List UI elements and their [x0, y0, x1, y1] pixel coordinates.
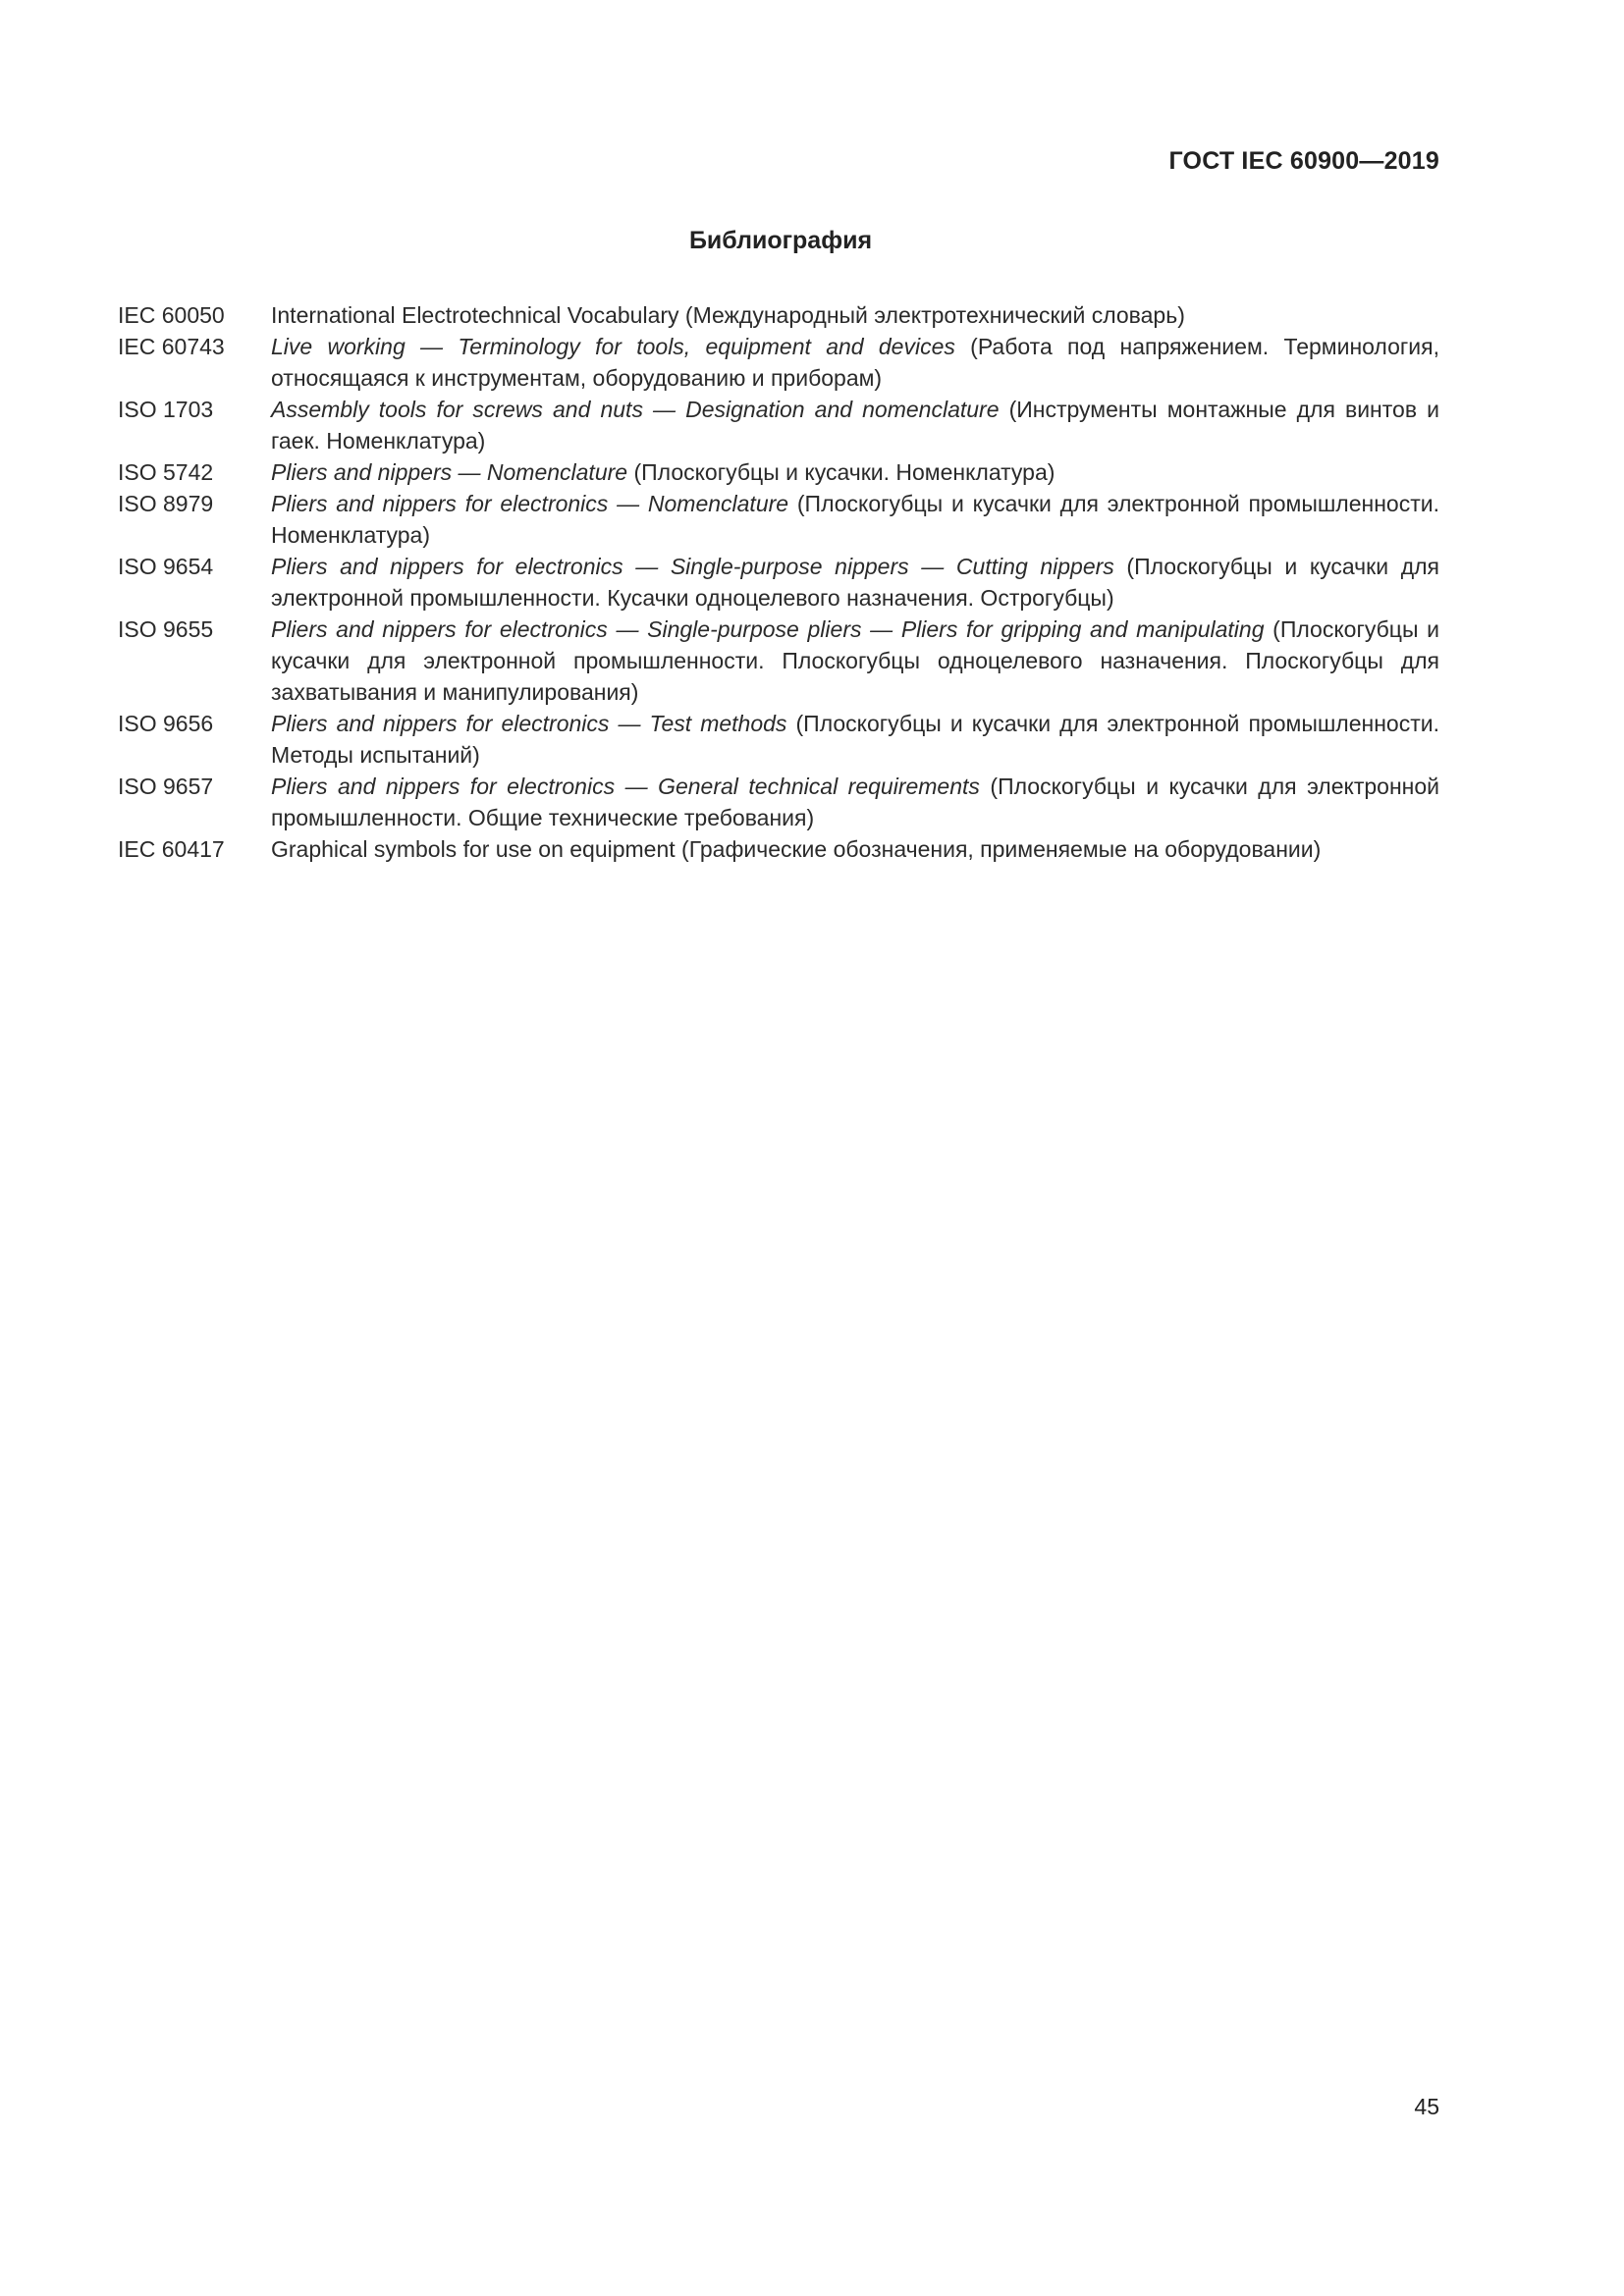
bibliography-entry: [118, 456, 1439, 488]
bibliography-entry: [118, 394, 1439, 456]
reference-text: [271, 488, 1439, 551]
reference-title-en: International Electrotechnical Vocabulary: [271, 302, 679, 328]
bibliography-entry: [118, 614, 1439, 708]
bibliography-entry: [118, 551, 1439, 614]
reference-title-en: Graphical symbols for use on equipment: [271, 836, 676, 862]
reference-code: ISO 9655: [118, 616, 214, 642]
reference-title-en: Pliers and nippers for electronics — Test methods: [271, 711, 787, 736]
reference-title-ru: (Плоскогубцы и кусачки для электронной промышленности. Методы испытаний): [271, 711, 1439, 768]
bibliography-entry: [118, 833, 1439, 865]
reference-text: [271, 614, 1439, 708]
reference-code: ISO 8979: [118, 491, 214, 516]
reference-text: [271, 708, 1439, 771]
reference-title-ru: (Работа под напряжением. Терминология, относящаяся к инструментам, оборудованию и приборам): [271, 334, 1439, 391]
reference-title-en: Pliers and nippers for electronics — General technical requirements: [271, 774, 980, 799]
page-number: 45: [1414, 2094, 1439, 2119]
bibliography-entry: [118, 299, 1439, 331]
reference-title-ru: (Плоскогубцы и кусачки для электронной промышленности. Общие технические требования): [271, 774, 1439, 830]
reference-text: [271, 456, 1439, 488]
bibliography-entry: [118, 488, 1439, 551]
reference-title-en: Pliers and nippers for electronics — Nomenclature: [271, 491, 789, 516]
reference-title-ru: (Плоскогубцы и кусачки для электронной промышленности. Номенклатура): [271, 491, 1439, 548]
reference-code: ISO 1703: [118, 397, 214, 422]
reference-title-en: Pliers and nippers — Nomenclature: [271, 459, 628, 485]
section-title: Библиография: [688, 227, 873, 254]
reference-text: [271, 551, 1439, 614]
bibliography-entry: [118, 708, 1439, 771]
reference-code: ISO 9656: [118, 711, 214, 736]
reference-title-en: Pliers and nippers for electronics — Single-purpose pliers — Pliers for gripping and manipulating: [271, 616, 1265, 642]
reference-title-ru: (Плоскогубцы и кусачки для электронной промышленности. Кусачки одноцелевого назначения. Острогубцы): [271, 554, 1439, 611]
bibliography-entry: [118, 331, 1439, 394]
reference-title-ru: (Инструменты монтажные для винтов и гаек. Номенклатура): [271, 397, 1439, 454]
reference-code: IEC 60417: [118, 836, 225, 862]
reference-code: IEC 60050: [118, 302, 225, 328]
reference-title-en: Assembly tools for screws and nuts — Designation and nomenclature: [271, 397, 1000, 422]
reference-title-en: Live working — Terminology for tools, equipment and devices: [271, 334, 955, 359]
reference-code: ISO 9654: [118, 554, 214, 579]
reference-text: [271, 833, 1439, 865]
reference-title-ru: (Графические обозначения, применяемые на оборудовании): [675, 836, 1322, 862]
reference-title-ru: (Международный электротехнический словарь): [678, 302, 1185, 328]
reference-title-ru: (Плоскогубцы и кусачки. Номенклатура): [627, 459, 1056, 485]
document-code: ГОСТ IEC 60900—2019: [1168, 147, 1439, 175]
reference-title-en: Pliers and nippers for electronics — Single-purpose nippers — Cutting nippers: [271, 554, 1114, 579]
reference-title-ru: (Плоскогубцы и кусачки для электронной промышленности. Плоскогубцы одноцелевого назначения. Плоскогубцы для захватывания и манипулирования): [271, 616, 1439, 705]
reference-text: [271, 394, 1439, 456]
reference-code: ISO 9657: [118, 774, 214, 799]
reference-code: ISO 5742: [118, 459, 214, 485]
reference-text: [271, 299, 1439, 331]
reference-text: [271, 331, 1439, 394]
bibliography-list: [118, 299, 1439, 865]
reference-text: [271, 771, 1439, 833]
bibliography-entry: [118, 771, 1439, 833]
reference-code: IEC 60743: [118, 334, 225, 359]
